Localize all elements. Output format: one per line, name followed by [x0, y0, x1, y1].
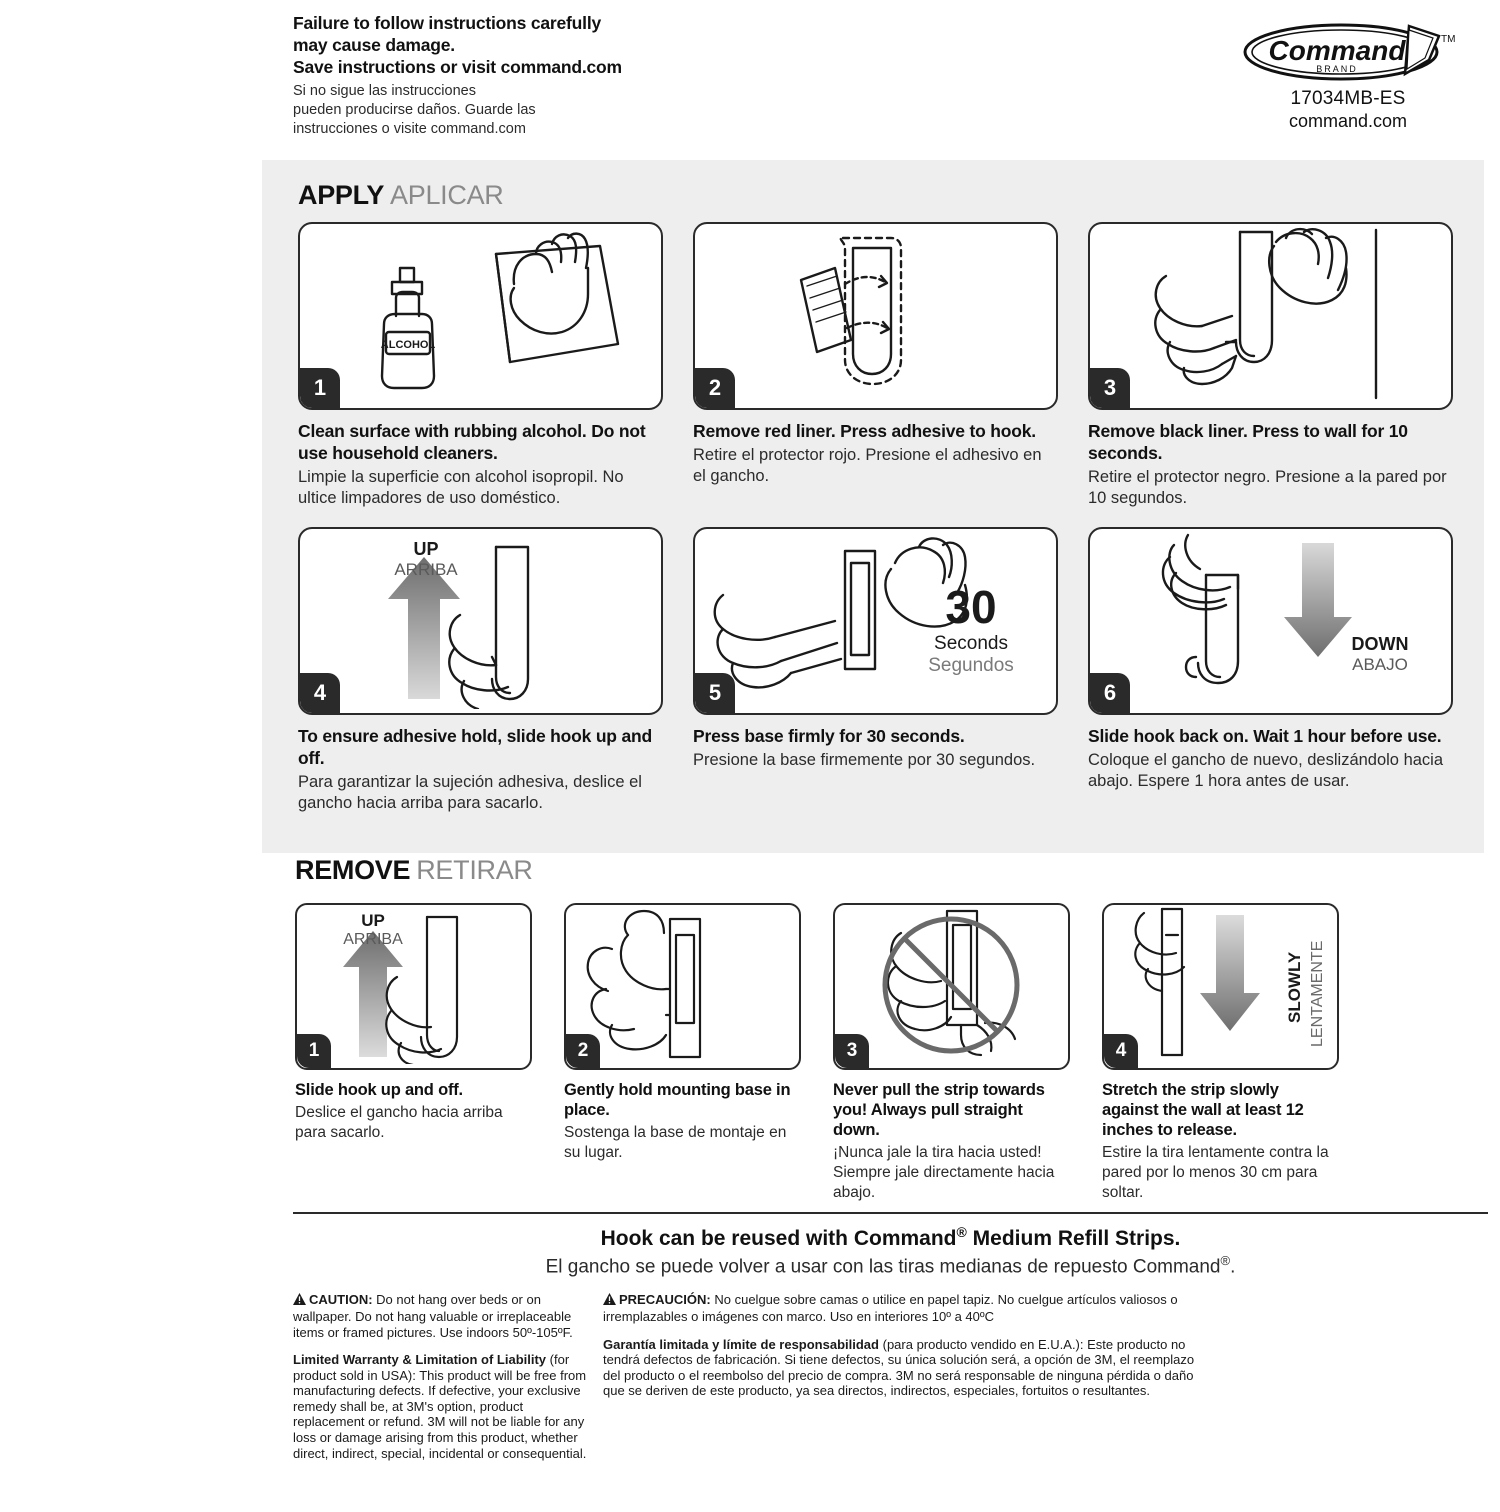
- hold-base-in-place-icon: [566, 905, 799, 1064]
- apply-step-2-text: [693, 420, 1058, 487]
- apply-section: [262, 160, 1484, 853]
- remove-step-2-text-en: Gently hold mounting base in place.: [564, 1081, 791, 1119]
- apply-step-2: [693, 222, 1058, 509]
- warranty-es: [603, 1337, 1209, 1399]
- caution-body-en: Do not hang over beds or on wallpaper. Do not hang valuable or irreplaceable items or framed pictures. Use indoors 50º-105ºF.: [293, 1292, 573, 1340]
- apply-step-4-text-en: To ensure adhesive hold, slide hook up and off.: [298, 726, 652, 768]
- apply-step-5-timer-en: Seconds: [934, 633, 1008, 654]
- remove-step-2-figure: [564, 903, 801, 1070]
- apply-step-4-arrow-labels: [386, 539, 466, 580]
- header: [293, 12, 1473, 152]
- svg-text:ALCOHOL: ALCOHOL: [380, 339, 436, 351]
- remove-step-4-arrow-en: SLOWLY: [1285, 951, 1304, 1023]
- apply-step-6-text: [1088, 725, 1453, 792]
- apply-step-6-number: 6: [1090, 673, 1130, 713]
- reuse-note-es: [293, 1253, 1488, 1278]
- remove-step-1-text-en: Slide hook up and off.: [295, 1081, 463, 1099]
- remove-step-1: [295, 903, 532, 1203]
- apply-step-5-text-en: Press base firmly for 30 seconds.: [693, 726, 965, 746]
- remove-step-3-figure: [833, 903, 1070, 1070]
- warning-triangle-icon: [603, 1293, 616, 1309]
- warning-en-line2: may cause damage.: [293, 35, 455, 55]
- remove-steps-grid: [295, 903, 1485, 1203]
- warranty-label-en: Limited Warranty & Limitation of Liability: [293, 1352, 547, 1368]
- apply-step-6-text-en: Slide hook back on. Wait 1 hour before use.: [1088, 726, 1442, 746]
- alcohol-bottle-and-cloth-icon: [300, 224, 661, 404]
- reuse-note-en: [293, 1224, 1488, 1251]
- legal-block: [293, 1292, 1488, 1512]
- footer-divider: [293, 1212, 1488, 1214]
- apply-step-2-text-es: Retire el protector rojo. Presione el adhesivo en el gancho.: [693, 446, 1042, 485]
- svg-text:Command: Command: [1268, 35, 1406, 66]
- apply-step-1-text-en: Clean surface with rubbing alcohol. Do not use household cleaners.: [298, 421, 646, 463]
- footer: [293, 1212, 1488, 1512]
- stretch-strip-down-arrow-icon: [1104, 905, 1337, 1064]
- remove-step-4-number: 4: [1104, 1034, 1138, 1068]
- apply-step-3-number: 3: [1090, 368, 1130, 408]
- caution-body-es: No cuelgue sobre camas o utilice en papel tapiz. No cuelgue artículos valiosos o irremplazables o imágenes con marco. Uso en interiores 10º a 40ºC: [603, 1292, 1178, 1324]
- hand-press-hook-to-wall-icon: [1090, 224, 1451, 404]
- apply-step-1-text: [298, 420, 663, 509]
- remove-step-4: [1102, 903, 1339, 1203]
- reuse-note-es-reg: ®: [1220, 1253, 1231, 1268]
- remove-step-4-arrow-es: LENTAMENTE: [1309, 940, 1326, 1047]
- apply-step-4-number: 4: [300, 673, 340, 713]
- warranty-body-es: (para producto vendido en E.U.A.): Este producto no tendrá defectos de fabricación. Si tiene defectos, su única solución será, a opción de 3M, el reemplazo del producto o el reembolso del precio de compra. 3M no será responsable de ninguna pérdida o daño que se deriven de este producto, ya sea directos, indirectos, especiales, fortuitos o resultantes.: [603, 1336, 1195, 1399]
- apply-step-5-timer-value: 30: [945, 581, 997, 633]
- brand-block: [1223, 20, 1473, 132]
- apply-step-6-arrow-labels: [1325, 634, 1435, 675]
- remove-step-1-number: 1: [297, 1034, 331, 1068]
- apply-step-6-arrow-en: DOWN: [1351, 634, 1409, 654]
- apply-step-4-text-es: Para garantizar la sujeción adhesiva, deslice el gancho hacia arriba para sacarlo.: [298, 773, 642, 812]
- remove-step-2: [564, 903, 801, 1203]
- apply-step-1: [298, 222, 663, 509]
- caution-en: [293, 1292, 591, 1340]
- apply-title-en: APPLY: [298, 180, 385, 210]
- svg-text:BRAND: BRAND: [1316, 64, 1358, 74]
- apply-step-5: [693, 527, 1058, 814]
- remove-section-title: [295, 855, 533, 886]
- remove-step-3: [833, 903, 1070, 1203]
- apply-step-2-text-en: Remove red liner. Press adhesive to hook.: [693, 421, 1036, 441]
- command-brand-logo: [1233, 20, 1463, 84]
- apply-step-1-number: 1: [300, 368, 340, 408]
- apply-step-3: [1088, 222, 1453, 509]
- slide-hook-down-arrow-icon: [1090, 529, 1451, 709]
- remove-step-3-text-en: Never pull the strip towards you! Always pull straight down.: [833, 1081, 1045, 1139]
- apply-step-3-text-en: Remove black liner. Press to wall for 10 seconds.: [1088, 421, 1408, 463]
- apply-step-1-figure: [298, 222, 663, 410]
- remove-title-en: REMOVE: [295, 855, 411, 885]
- reuse-note-es-a: El gancho se puede volver a usar con las tiras medianas de repuesto Command: [545, 1256, 1221, 1278]
- slide-hook-up-arrow-icon: [300, 529, 661, 709]
- remove-step-1-text-es: Deslice el gancho hacia arriba para sacarlo.: [295, 1104, 503, 1141]
- remove-step-3-number: 3: [835, 1034, 869, 1068]
- apply-section-title: [298, 180, 504, 211]
- remove-step-2-number: 2: [566, 1034, 600, 1068]
- warning-en-line3: Save instructions or visit command.com: [293, 57, 622, 77]
- apply-step-1-text-es: Limpie la superficie con alcohol isopropil. No ultice limpadores de uso doméstico.: [298, 468, 624, 507]
- apply-step-4-arrow-es: ARRIBA: [394, 560, 458, 579]
- remove-step-3-text-es: ¡Nunca jale la tira hacia usted! Siempre jale directamente hacia abajo.: [833, 1144, 1055, 1201]
- reuse-note-en-b: Medium Refill Strips.: [966, 1227, 1181, 1250]
- no-pull-toward-you-prohibited-icon: [835, 905, 1068, 1064]
- remove-step-4-text: [1102, 1080, 1339, 1203]
- remove-step-4-figure: [1102, 903, 1339, 1070]
- remove-step-4-text-en: Stretch the strip slowly against the wall at least 12 inches to release.: [1102, 1081, 1304, 1139]
- brand-website: command.com: [1288, 111, 1408, 131]
- warranty-label-es: Garantía limitada y límite de responsabilidad: [603, 1336, 879, 1352]
- svg-text:TM: TM: [1441, 34, 1456, 45]
- apply-step-4-figure: [298, 527, 663, 715]
- caution-es: [603, 1292, 1209, 1324]
- apply-step-6-figure: [1088, 527, 1453, 715]
- caution-label-es: PRECAUCIÓN:: [619, 1292, 711, 1308]
- apply-step-4-text: [298, 725, 663, 814]
- reuse-note-es-b: .: [1230, 1256, 1236, 1278]
- apply-step-4-arrow-en: UP: [413, 539, 439, 559]
- warning-es-line2: pueden producirse daños. Guarde las: [293, 102, 536, 118]
- warning-block: [293, 12, 933, 139]
- apply-step-5-text: [693, 725, 1058, 771]
- warning-es-line1: Si no sigue las instrucciones: [293, 83, 476, 99]
- warranty-body-en: (for product sold in USA): This product will be free from manufacturing defects. If defective, your exclusive remedy shall be, at 3M's option, product replacement or refund. 3M will not be liable for any loss or damage arising from this product, whether direct, indirect, special, incidental or consequential.: [293, 1352, 587, 1461]
- warning-es-line3: instrucciones o visite command.com: [293, 121, 526, 137]
- legal-column-en: [293, 1292, 591, 1473]
- remove-step-2-text-es: Sostenga la base de montaje en su lugar.: [564, 1124, 787, 1161]
- product-code: 17034MB-ES: [1290, 88, 1406, 109]
- remove-title-es: RETIRAR: [416, 855, 533, 885]
- apply-step-5-timer-es: Segundos: [928, 655, 1014, 676]
- warning-text-es: [293, 82, 933, 139]
- strip-red-liner-removal-icon: [695, 224, 1056, 404]
- remove-step-1-arrow-en: UP: [361, 911, 385, 930]
- remove-step-1-text: [295, 1080, 532, 1143]
- remove-step-1-arrow-labels: [337, 911, 409, 949]
- apply-step-5-figure: [693, 527, 1058, 715]
- apply-title-es: APLICAR: [390, 180, 504, 210]
- apply-step-5-number: 5: [695, 673, 735, 713]
- apply-step-6-text-es: Coloque el gancho de nuevo, deslizándolo hacia abajo. Espere 1 hora antes de usar.: [1088, 751, 1444, 790]
- remove-step-1-arrow-es: ARRIBA: [343, 931, 403, 948]
- apply-step-3-text: [1088, 420, 1453, 509]
- reuse-note-en-a: Hook can be reused with Command: [600, 1227, 957, 1250]
- apply-steps-grid: [298, 222, 1454, 814]
- warranty-en: [293, 1352, 591, 1461]
- apply-step-6: [1088, 527, 1453, 814]
- apply-step-2-figure: [693, 222, 1058, 410]
- slide-hook-up-arrow-icon: [297, 905, 530, 1064]
- warning-text-en: [293, 12, 933, 78]
- legal-column-es: [603, 1292, 1209, 1411]
- remove-step-1-figure: [295, 903, 532, 1070]
- apply-step-4: [298, 527, 663, 814]
- caution-label-en: CAUTION:: [309, 1292, 373, 1308]
- remove-step-3-text: [833, 1080, 1070, 1203]
- apply-step-3-figure: [1088, 222, 1453, 410]
- press-base-timer-icon: [695, 529, 1056, 709]
- remove-section: [262, 855, 1484, 1205]
- apply-step-6-arrow-es: ABAJO: [1352, 655, 1408, 674]
- remove-step-4-text-es: Estire la tira lentamente contra la pared por lo menos 30 cm para soltar.: [1102, 1144, 1329, 1201]
- apply-step-2-number: 2: [695, 368, 735, 408]
- apply-step-5-text-es: Presione la base firmemente por 30 segundos.: [693, 751, 1036, 769]
- apply-step-3-text-es: Retire el protector negro. Presione a la pared por 10 segundos.: [1088, 468, 1447, 507]
- command-logo-icon: [1233, 20, 1463, 84]
- remove-step-2-text: [564, 1080, 801, 1163]
- reuse-note-en-reg: ®: [956, 1224, 967, 1240]
- warning-triangle-icon: [293, 1293, 306, 1309]
- warning-en-line1: Failure to follow instructions carefully: [293, 13, 602, 33]
